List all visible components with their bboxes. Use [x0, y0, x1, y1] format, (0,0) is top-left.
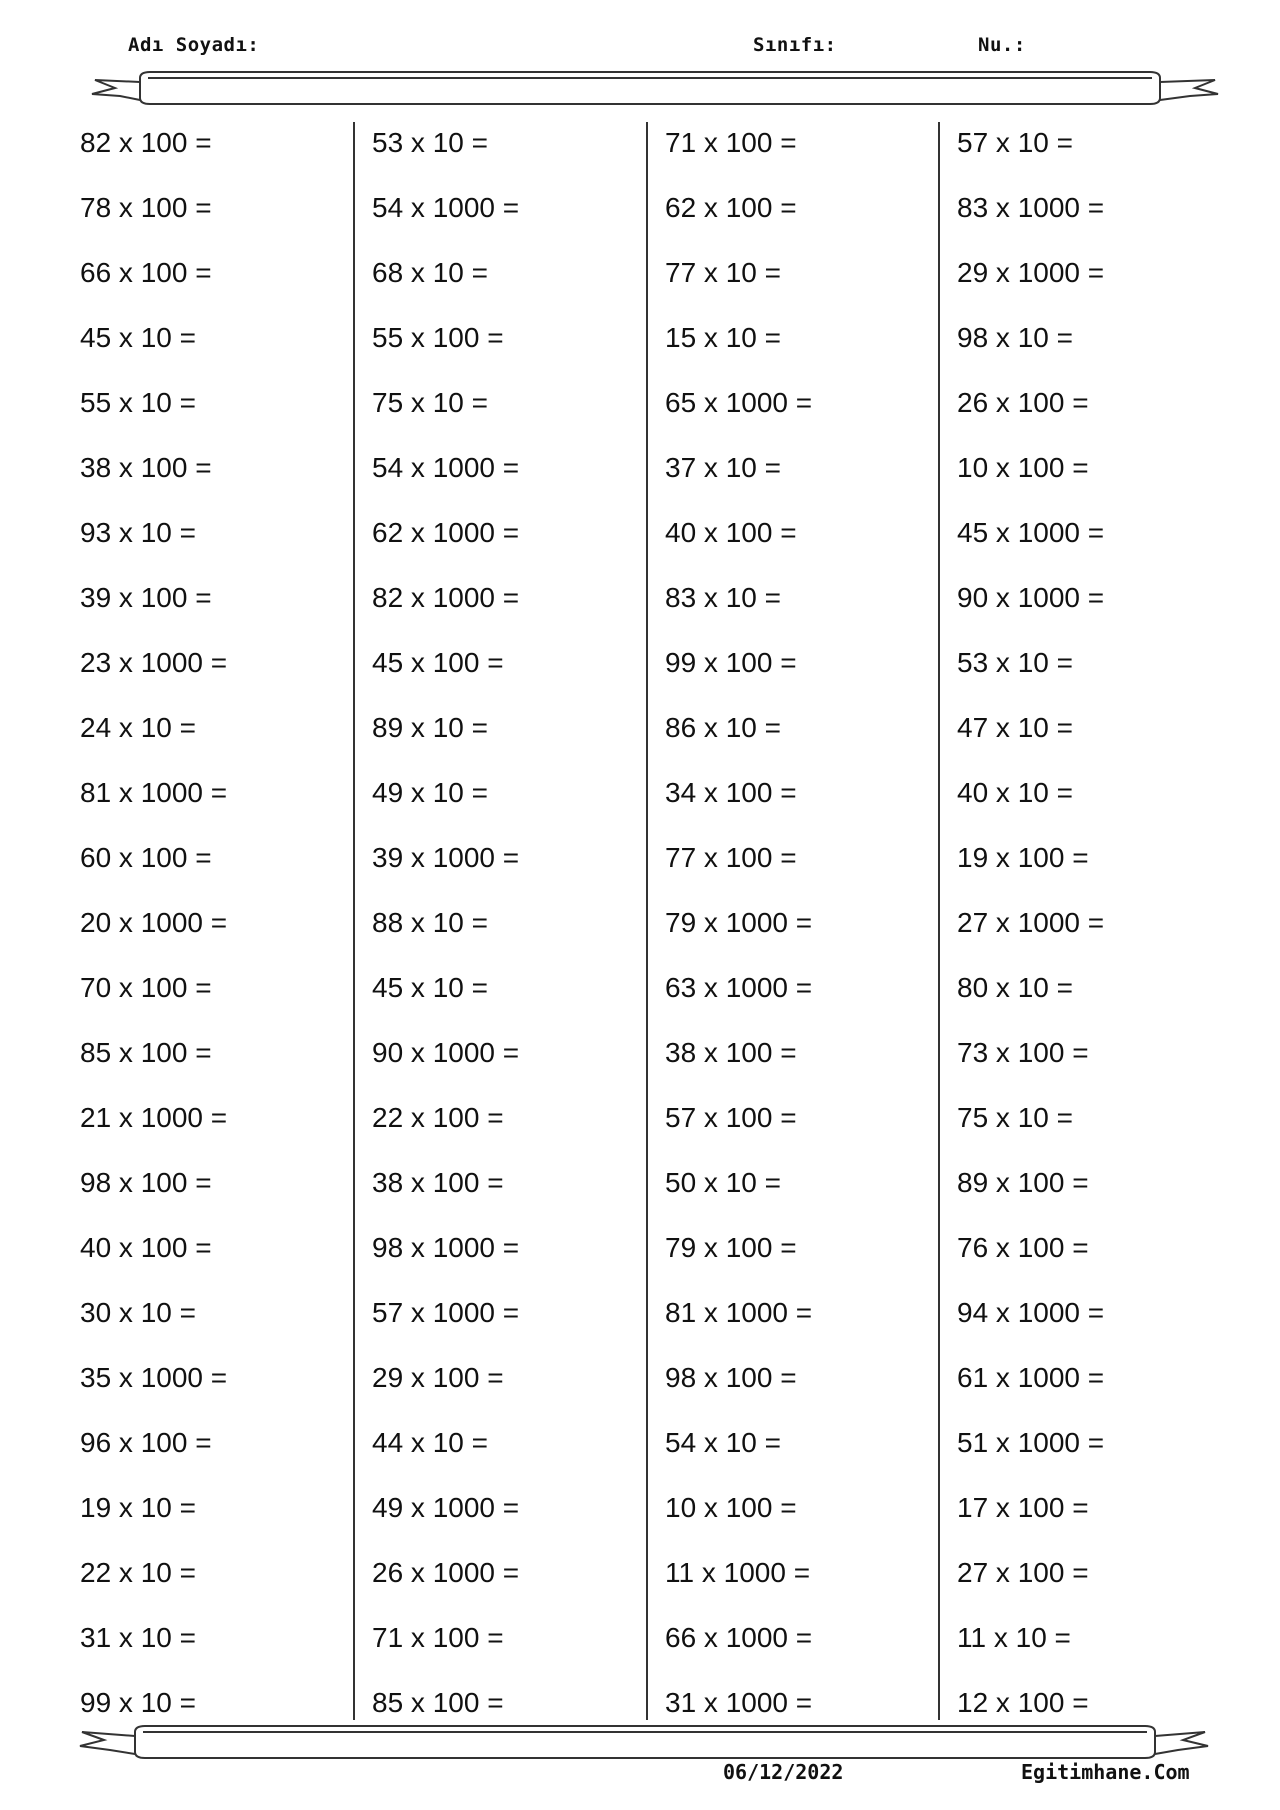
multiplication-problem: 60 x 100 = — [80, 842, 212, 873]
multiplication-problem: 89 x 10 = — [372, 712, 488, 743]
multiplication-problem: 81 x 1000 = — [665, 1297, 813, 1328]
multiplication-problem: 53 x 10 = — [957, 647, 1073, 678]
problem-column-1 — [80, 110, 372, 1735]
multiplication-problem: 61 x 1000 = — [957, 1362, 1105, 1393]
footer-site-name: Egitimhane.Com — [1021, 1760, 1190, 1784]
multiplication-problem: 98 x 100 = — [665, 1362, 797, 1393]
multiplication-problem: 38 x 100 = — [372, 1167, 504, 1198]
multiplication-problem: 11 x 10 = — [957, 1622, 1071, 1653]
problem-column-4 — [957, 110, 1249, 1735]
number-label: Nu.: — [978, 34, 1026, 56]
multiplication-problem: 27 x 1000 = — [957, 907, 1105, 938]
multiplication-problem: 93 x 10 = — [80, 517, 196, 548]
multiplication-problem: 44 x 10 = — [372, 1427, 488, 1458]
name-label: Adı Soyadı: — [128, 34, 260, 56]
multiplication-problem: 79 x 1000 = — [665, 907, 813, 938]
multiplication-problem: 85 x 100 = — [80, 1037, 212, 1068]
multiplication-problem: 57 x 10 = — [957, 127, 1073, 158]
multiplication-problem: 31 x 10 = — [80, 1622, 196, 1653]
multiplication-problem: 27 x 100 = — [957, 1557, 1089, 1588]
multiplication-problem: 90 x 1000 = — [372, 1037, 520, 1068]
footer-date: 06/12/2022 — [723, 1760, 844, 1784]
multiplication-problem: 63 x 1000 = — [665, 972, 813, 1003]
multiplication-problem: 11 x 1000 = — [665, 1557, 811, 1588]
multiplication-problem: 31 x 1000 = — [665, 1687, 813, 1718]
multiplication-problem: 77 x 10 = — [665, 257, 781, 288]
multiplication-problem: 77 x 100 = — [665, 842, 797, 873]
multiplication-problem: 78 x 100 = — [80, 192, 212, 223]
multiplication-problem: 49 x 10 = — [372, 777, 488, 808]
multiplication-problem: 66 x 100 = — [80, 257, 212, 288]
multiplication-problem: 54 x 1000 = — [372, 452, 520, 483]
multiplication-problem: 99 x 10 = — [80, 1687, 196, 1718]
multiplication-problem: 20 x 1000 = — [80, 907, 228, 938]
multiplication-problem: 90 x 1000 = — [957, 582, 1105, 613]
multiplication-problem: 17 x 100 = — [957, 1492, 1089, 1523]
multiplication-problem: 75 x 10 = — [372, 387, 488, 418]
multiplication-problem: 54 x 10 = — [665, 1427, 781, 1458]
multiplication-problem: 82 x 100 = — [80, 127, 212, 158]
multiplication-problem: 82 x 1000 = — [372, 582, 520, 613]
multiplication-problem: 62 x 100 = — [665, 192, 797, 223]
multiplication-problem: 66 x 1000 = — [665, 1622, 813, 1653]
multiplication-problem: 12 x 100 = — [957, 1687, 1089, 1718]
multiplication-problem: 62 x 1000 = — [372, 517, 520, 548]
multiplication-problem: 86 x 10 = — [665, 712, 781, 743]
multiplication-problem: 57 x 1000 = — [372, 1297, 520, 1328]
multiplication-problem: 54 x 1000 = — [372, 192, 520, 223]
multiplication-problem: 10 x 100 = — [665, 1492, 797, 1523]
multiplication-problem: 88 x 10 = — [372, 907, 488, 938]
multiplication-problem: 89 x 100 = — [957, 1167, 1089, 1198]
multiplication-problem: 24 x 10 = — [80, 712, 196, 743]
multiplication-problem: 51 x 1000 = — [957, 1427, 1105, 1458]
multiplication-problem: 47 x 10 = — [957, 712, 1073, 743]
multiplication-problem: 99 x 100 = — [665, 647, 797, 678]
multiplication-problem: 38 x 100 = — [80, 452, 212, 483]
multiplication-problem: 80 x 10 = — [957, 972, 1073, 1003]
multiplication-problem: 39 x 100 = — [80, 582, 212, 613]
multiplication-problem: 45 x 10 = — [80, 322, 196, 353]
multiplication-problem: 22 x 100 = — [372, 1102, 504, 1133]
multiplication-problem: 53 x 10 = — [372, 127, 488, 158]
multiplication-problem: 40 x 10 = — [957, 777, 1073, 808]
multiplication-problem: 65 x 1000 = — [665, 387, 813, 418]
multiplication-problem: 39 x 1000 = — [372, 842, 520, 873]
problem-column-3 — [665, 110, 957, 1735]
multiplication-problem: 76 x 100 = — [957, 1232, 1089, 1263]
multiplication-problem: 38 x 100 = — [665, 1037, 797, 1068]
multiplication-problem: 21 x 1000 = — [80, 1102, 228, 1133]
multiplication-problem: 40 x 100 = — [665, 517, 797, 548]
multiplication-problem: 98 x 100 = — [80, 1167, 212, 1198]
multiplication-problem: 94 x 1000 = — [957, 1297, 1105, 1328]
multiplication-problem: 34 x 100 = — [665, 777, 797, 808]
multiplication-problem: 45 x 100 = — [372, 647, 504, 678]
multiplication-problem: 55 x 100 = — [372, 322, 504, 353]
multiplication-problem: 23 x 1000 = — [80, 647, 228, 678]
multiplication-problem: 10 x 100 = — [957, 452, 1089, 483]
multiplication-problem: 98 x 10 = — [957, 322, 1073, 353]
multiplication-problem: 68 x 10 = — [372, 257, 488, 288]
multiplication-problem: 30 x 10 = — [80, 1297, 196, 1328]
multiplication-problem: 26 x 1000 = — [372, 1557, 520, 1588]
multiplication-problem: 15 x 10 = — [665, 322, 781, 353]
multiplication-problem: 26 x 100 = — [957, 387, 1089, 418]
multiplication-problem: 71 x 100 = — [372, 1622, 504, 1653]
multiplication-problem: 19 x 10 = — [80, 1492, 196, 1523]
multiplication-problem: 35 x 1000 = — [80, 1362, 228, 1393]
multiplication-problem: 83 x 1000 = — [957, 192, 1105, 223]
multiplication-problem: 96 x 100 = — [80, 1427, 212, 1458]
multiplication-problem: 40 x 100 = — [80, 1232, 212, 1263]
multiplication-problem: 49 x 1000 = — [372, 1492, 520, 1523]
multiplication-problem: 19 x 100 = — [957, 842, 1089, 873]
multiplication-problem: 70 x 100 = — [80, 972, 212, 1003]
multiplication-problem: 79 x 100 = — [665, 1232, 797, 1263]
problem-column-2 — [372, 110, 664, 1735]
multiplication-problem: 29 x 1000 = — [957, 257, 1105, 288]
multiplication-problem: 22 x 10 = — [80, 1557, 196, 1588]
multiplication-problem: 83 x 10 = — [665, 582, 781, 613]
multiplication-problem: 55 x 10 = — [80, 387, 196, 418]
multiplication-problem: 45 x 10 = — [372, 972, 488, 1003]
top-ribbon-banner — [0, 64, 1280, 114]
multiplication-problem: 75 x 10 = — [957, 1102, 1073, 1133]
multiplication-problem: 71 x 100 = — [665, 127, 797, 158]
class-label: Sınıfı: — [753, 34, 837, 56]
multiplication-problem: 98 x 1000 = — [372, 1232, 520, 1263]
multiplication-problem: 45 x 1000 = — [957, 517, 1105, 548]
multiplication-problem: 29 x 100 = — [372, 1362, 504, 1393]
multiplication-problem: 73 x 100 = — [957, 1037, 1089, 1068]
multiplication-problem: 81 x 1000 = — [80, 777, 228, 808]
multiplication-problem: 37 x 10 = — [665, 452, 781, 483]
multiplication-problem: 57 x 100 = — [665, 1102, 797, 1133]
multiplication-problem: 50 x 10 = — [665, 1167, 781, 1198]
multiplication-problem: 85 x 100 = — [372, 1687, 504, 1718]
